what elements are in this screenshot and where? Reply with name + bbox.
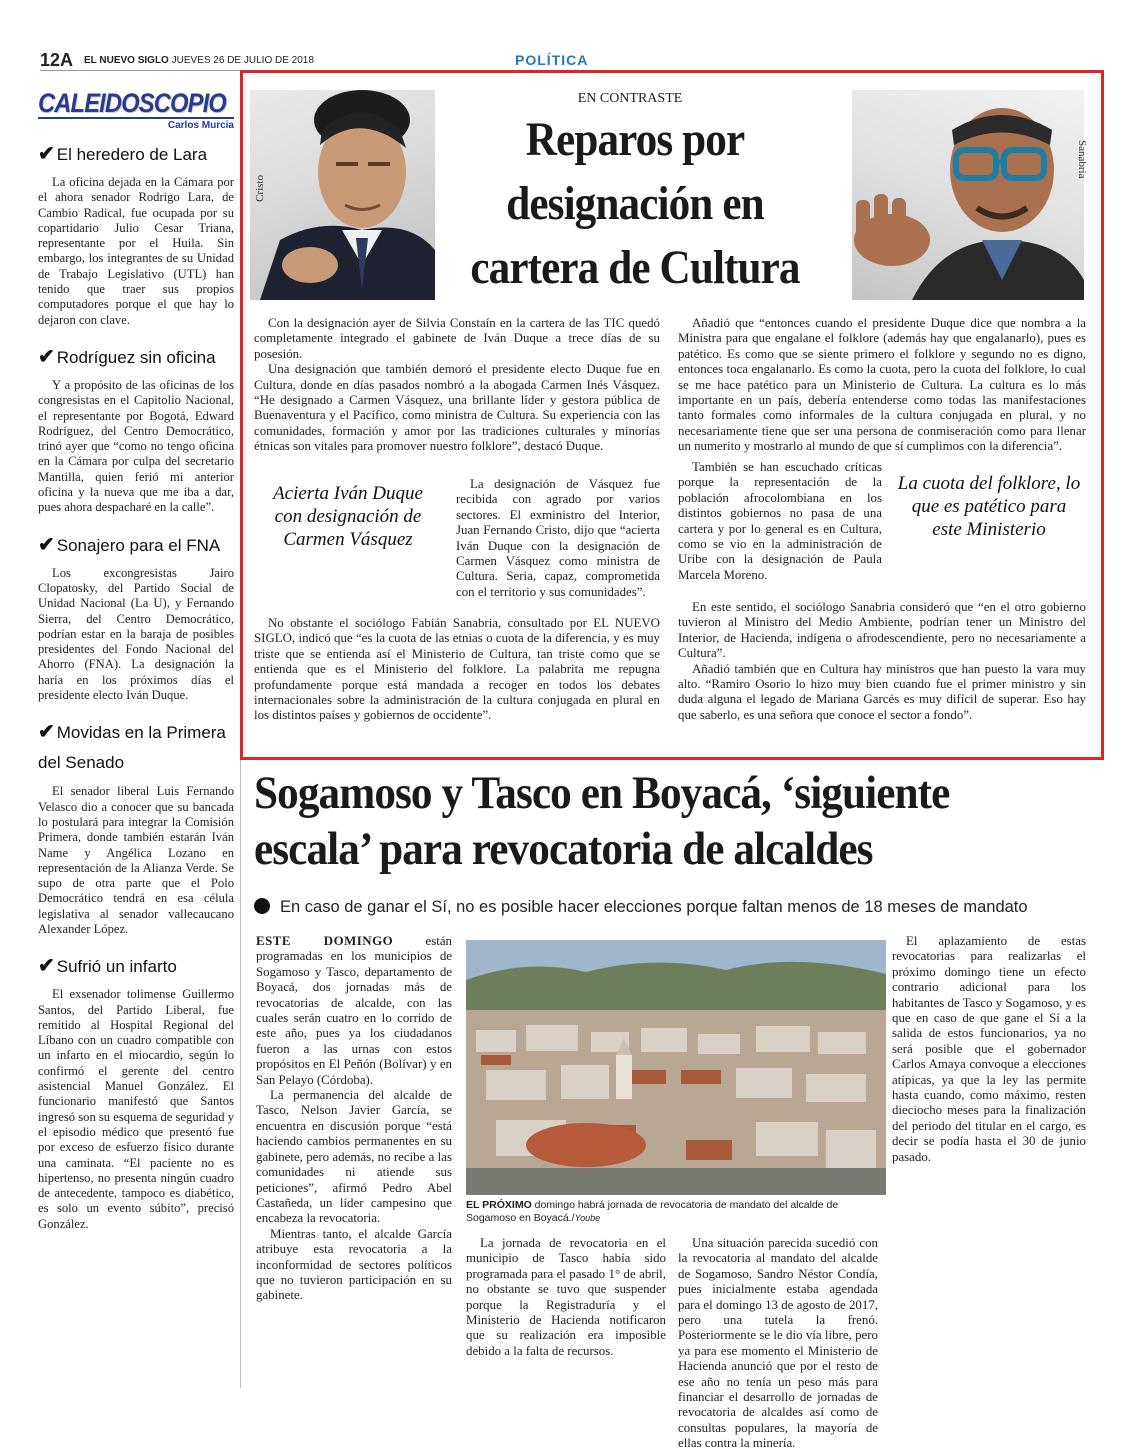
pull-quote-1: Acierta Iván Duque con designación de Carmen Vásquez (273, 483, 423, 550)
brief-text: Y a propósito de las oficinas de los congresistas en el Capitolio Nacional, el representante por Bogotá, Edward Rodríguez, del Centro Democrático, trinó ayer que “como no tengo oficina en la Cámara por culpa del secretario Mantilla, quien ferió mi anterior oficina y la nueva que me iba a dar, pues ahora despacharé en la calle”. (38, 377, 234, 515)
brief-text: Los excongresistas Jairo Clopatosky, del Partido Social de Unidad Nacional (La U), y Fernando Sierra, del Centro Democrático, podrían estar en la baraja de posibles presidentes del Fondo Nacional del Ahorro (FNA). La designación la haría en los próximos días el presidente electo Iván Duque. (38, 565, 234, 703)
story1-column-e (678, 460, 882, 583)
story1-column-c (254, 616, 660, 724)
body-paragraph: La permanencia del alcalde de Tasco, Nelson Javier García, se encuentra en discusión porque “está haciendo cambios permanentes en su gabinete, pero además, no recibe a las comunidades ni atiende sus peticiones”, afirmó Pedro Abel Castañeda, un líder campesino que encabeza la revocatoria. (256, 1088, 452, 1226)
body-paragraph: La jornada de revocatoria en el municipio de Tasco había sido programada para el pasado 1° de abril, no obstante se tuvo que suspender porque la Registraduría y el Ministerio de Hacienda notificaron que su realización era imposible debido a la falta de recursos. (466, 1236, 666, 1358)
brief-title: ✔ Rodríguez sin oficina (38, 345, 216, 368)
story2-column-3 (678, 1236, 878, 1452)
brief-item (38, 342, 234, 522)
column-author: Carlos Murcia (38, 117, 234, 131)
story2-subhead: En caso de ganar el Sí, no es posible hacer elecciones porque faltan menos de 18 meses de mandato (254, 898, 1094, 917)
story2-column-1 (256, 934, 452, 1304)
brief-title: ✔ Movidas en la Primera del Senado (38, 721, 226, 773)
story2-headline: Sogamoso y Tasco en Boyacá, ‘siguiente escala’ para revocatoria de alcaldes (254, 767, 950, 875)
page-number: 12A (40, 50, 74, 70)
photo-sanabria (852, 90, 1084, 300)
brief-item (38, 951, 234, 1238)
paper-dateline (84, 55, 314, 66)
brief-item (38, 717, 234, 943)
body-paragraph: Mientras tanto, el alcalde García atribuye esta revocatoria a la inconformidad de sectores políticos que no tuvieron participación en su gabinete. (256, 1226, 452, 1303)
body-paragraph: Añadió también que en Cultura hay ministros que han puesto la vara muy alto. “Ramiro Osorio lo hizo muy bien cuando fue el primer ministro y sin duda alguna el legado de Mariana Garcés es muy difícil de superar. Eso hay que saberlo, es una señora que conoce el sector a fondo”. (678, 661, 1086, 722)
paper-date: JUEVES 26 DE JULIO DE 2018 (171, 55, 314, 66)
brief-text: El exsenador tolimense Guillermo Santos, del Partido Liberal, fue remitido al Hospital Regional del Líbano con un cuadro compatible con un infarto en el miocardio, según lo confirmó el gerente del centro asistencial Manuel González. El funcionario manifestó que Santos ingresó son su esquema de seguridad y el episodio médico que presentó fue por exceso de esfuerzo físico durante una caminata. “El paciente no es hipertenso, no presenta ningún cuadro de antecedente, tampoco es diabético, es solo un evento súbito”, precisó González. (38, 987, 234, 1231)
body-paragraph: ESTE DOMINGO están programadas en los municipios de Sogamoso y Tasco, departamento de Boyacá, dos jornadas más de revocatorias de alcalde, con las cuales serán cuatro en lo corrido de este año, pues ya los ciudadanos fueron a las urnas con estos propósitos en El Peñón (Bolívar) y en San Pelayo (Córdoba). (256, 934, 452, 1087)
brief-item (38, 139, 234, 334)
story1-intro (254, 316, 660, 455)
body-paragraph: El aplazamiento de estas revocatorias para realizarlas el próximo domingo tiene un efecto contrario adicional para los habitantes de Tasco y Sogamoso, y es que en caso de que gane el Sí a la salida de estos funcionarios, ya no será posible que el gobernador Carlos Amaya convoque a elecciones atípicas, ya que la ley las permite hasta cuando, como máximo, resten dieciocho meses para la finalización del periodo del titular en el cargo, es decir se podía hasta el 30 de junio pasado. (892, 934, 1086, 1164)
body-paragraph: No obstante el sociólogo Fabián Sanabria, consultado por EL NUEVO SIGLO, indicó que “es la cuota de las etnias o cuota de la diferencia, y es muy triste que se entienda así el Ministerio de Cultura, tan triste como que se entienda que es el Ministerio del folklore. La palabrita me repugna profundamente porque está mandada a recoger en todos los debates internacionales sobre la administración de la cultura conjugada en plural en los distintos países y gobiernos de occidente”. (254, 616, 660, 723)
body-paragraph: Una situación parecida sucedió con la revocatoria al mandato del alcalde de Sogamoso, Sandro Néstor Condía, pues inicialmente estaba agendada para el domingo 13 de agosto de 2017, pero una tutela la frenó. Posteriormente se le dio vía libre, pero ya para ese momento el Ministerio de Hacienda anunció que por el resto de ese año no tenía un peso más para financiar el desarrollo de jornadas de revocatoria de alcaldes así como de consultas populares, la mayoría de ellas contra la minería. (678, 1236, 878, 1451)
story-headline: Reparos por designación en cartera de Cultura (470, 113, 800, 294)
checkmark-icon: ✔ (38, 533, 55, 556)
brief-title: ✔ Sonajero para el FNA (38, 533, 221, 556)
bullet-icon (254, 898, 270, 914)
caleidoscopio-column (38, 88, 234, 1238)
body-paragraph: Una designación que también demoró el presidente electo Duque fue en Cultura, donde en días pasados nombró a la abogada Carmen Inés Vásquez. “He designado a Carmen Vásquez, una brillante líder y gestora pública de Buenaventura y el Pacífico, como ministra de Cultura. Su experiencia con las comunidades, formación y amor por las tradiciones culturales y minorías étnicas son vitales para promover nuestro folklore”, destacó Duque. (254, 362, 660, 454)
story1-column-d (678, 316, 1086, 455)
story1-column-f (678, 600, 1086, 723)
photo-caption: EL PRÓXIMO domingo habrá jornada de revocatoria de mandato del alcalde de Sogamoso en Boyacá./Yoube (466, 1199, 839, 1224)
checkmark-icon: ✔ (38, 345, 55, 368)
pull-quote-2: La cuota del folklore, lo que es patético para este Ministerio (897, 473, 1081, 540)
photo-cristo (250, 90, 435, 300)
brief-item (38, 530, 234, 710)
checkmark-icon: ✔ (38, 143, 55, 165)
body-paragraph: La designación de Vásquez fue recibida con agrado por varios sectores. El exministro del Interior, Juan Fernando Cristo, dijo que “acierta Iván Duque con la designación de Carmen Vásquez como ministra de Cultura. Seria, capaz, comprometida con el territorio y sus comunidades”. (456, 477, 660, 599)
body-paragraph: Con la designación ayer de Silvia Constaín en la cartera de las TIC quedó completamente integrado el gabinete de Iván Duque a trece días de su posesión. (254, 316, 660, 361)
body-paragraph: También se han escuchado críticas porque la representación de la población afrocolombiana en los distintos gobiernos no pasa de una cartera y por lo general es en Cultura, como se vio en la administración de Uribe con la designación de Paula Marcela Moreno. (678, 460, 882, 582)
story1-column-b (456, 477, 660, 600)
checkmark-icon: ✔ (38, 955, 55, 978)
brief-text: El senador liberal Luis Fernando Velasco dio a conocer que su bancada lo postulará para integrar la Comisión Primera, donde también estarán Iván Name y Angélica Lozano en representación de la Alianza Verde. Se supo de otra parte que el Polo Democrático tendrá en esa célula legislativa al senador vallecaucano Alexander López. (38, 784, 234, 936)
section-label: POLÍTICA (515, 52, 589, 68)
lead-cap: ESTE DOMINGO (256, 934, 394, 948)
brief-text: La oficina dejada en la Cámara por el ahora senador Rodrigo Lara, de Cambio Radical, fue ocupada por su copartidario Julio Cesar Triana, representante por el Huila. Sin embargo, los integrantes de su Unidad de Trabajo Legislativo (UTL) han tenido que traer sus propios computadores porque el que hay lo dejaron con clave. (38, 175, 234, 327)
paper-name: EL NUEVO SIGLO (84, 55, 169, 66)
brief-title: ✔ El heredero de Lara (38, 143, 208, 165)
story2-column-4 (892, 934, 1086, 1165)
photo-credit-sanabria: Sanabria (1076, 140, 1088, 179)
checkmark-icon: ✔ (38, 721, 55, 744)
body-paragraph: Añadió que “entonces cuando el presidente Duque dice que nombra a la Ministra para que engalane el folklore (además hay que engalanarlo), pues es patético. Es como que se siente primero el folklore y segundo no es digno, entonces toca engalanarlo. Es como la cuota, pero la cuota del folklore, lo cual se me hace patético para un Ministerio de Cultura. La cultura es lo más importante en un país, debería entenderse como todas las manifestaciones tanto formales como informales de la cultura conjugada en plural, y no necesariamente tiene que ser una persona de conmiseración como para llenar un numerito y mostrarlo al mundo de que sí cumplimos con la diferencia”. (678, 316, 1086, 454)
column-title: CALEIDOSCOPIO (38, 88, 226, 118)
photo-city (466, 940, 886, 1195)
photo-credit-cristo: Cristo (254, 175, 266, 202)
story-kicker: EN CONTRASTE (577, 91, 683, 106)
body-paragraph: En este sentido, el sociólogo Sanabria consideró que “en el otro gobierno tuvieron al Ministro del Medio Ambiente, podrían tener un Ministro del Interior, de Hacienda, indígena o afrodescendiente, pero no necesariamente a Cultura”. (678, 600, 1086, 661)
brief-title: ✔ Sufrió un infarto (38, 955, 177, 978)
story2-column-2 (466, 1236, 666, 1359)
